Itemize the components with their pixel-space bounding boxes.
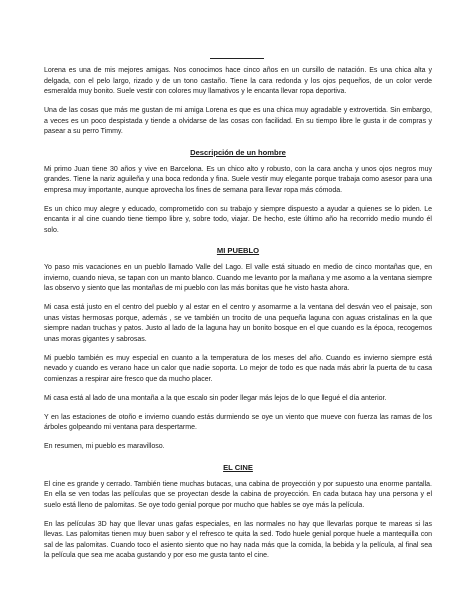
section-heading-pueblo-text: MI PUEBLO — [216, 246, 260, 255]
man-paragraph-2: Es un chico muy alegre y educado, comprometido con su trabajo y siempre dispuesto a ayudar a quienes se lo piden. Le encanta ir al cine cuando tiene tiempo libre y, sobre todo, viajar. De hecho, este último año ha recorrido medio mundo él solo. — [44, 205, 432, 234]
cine-paragraph-2: En las películas 3D hay que llevar unas gafas especiales, en las normales no hay que llevarlas porque te mareas si las llevas. Las palomitas tienen muy buen sabor y el refresco te quita la sed. Todo huele genial porque huele a mantequilla con sal de las palomitas. Cuando toco el asiento siento que no hay nada más que la comida, la bebida y la película, al final sea la película que sea me acaba gustando y por eso me gusta tanto el cine. — [44, 520, 432, 559]
section-heading-cine-text: EL CINE — [223, 462, 253, 472]
cine-paragraph-1: El cine es grande y cerrado. También tiene muchas butacas, una cabina de proyección y por supuesto una enorme pantalla. En ella se ven todas las películas que se proyectan desde la cabina de proyección. En cada butaca hay una persona y el suelo está lleno de palomitas. Se oye todo genial porque por mucho que hables se oye más la película. — [44, 480, 432, 509]
intro-paragraph-2: Una de las cosas que más me gustan de mi amiga Lorena es que es una chica muy agradable y extrovertida. Sin embargo, a veces es un poco despistada y tiende a olvidarse de las cosas con facilidad. En su tiempo libre le gusta ir de compras y pasear a su perro Timmy. — [44, 107, 432, 135]
pueblo-paragraph-2: Mi casa está justo en el centro del pueblo y al estar en el centro y asomarme a la ventana del desván veo el paisaje, son unas vistas hermosas porque, además , se ve también un trocito de una pequeña laguna con aguas cristalinas en la que siempre nadan truchas y patos. Justo al lado de la laguna hay un bonito bosque en el que cuando es la época, recogemos unas moras gigantes y sabrosas. — [44, 304, 432, 343]
header-divider — [210, 58, 264, 59]
pueblo-paragraph-6: En resumen, mi pueblo es maravilloso. — [44, 443, 165, 450]
man-paragraph-1: Mi primo Juan tiene 30 años y vive en Barcelona. Es un chico alto y robusto, con la cara ancha y unos ojos negros muy grandes. Tiene la nariz aguileña y una boca redonda y fina. Suele vestir muy elegante porque trabaja como asesor para una empresa muy importante, aunque aprovecha los fines de semana para llevar ropa más cómoda. — [44, 165, 432, 194]
section-heading-man — [44, 147, 432, 158]
pueblo-paragraph-4: Mi casa está al lado de una montaña a la que escalo sin poder llegar más lejos de lo que llegué el día anterior. — [44, 394, 387, 402]
section-heading-cine — [44, 462, 432, 473]
pueblo-paragraph-1: Yo paso mis vacaciones en un pueblo llamado Valle del Lago. El valle está situado en medio de cinco montañas que, en invierno, cuando nieva, se tapan con un manto blanco. Cuando me levanto por la mañana y me asomo a la ventana siempre las observo y siento que las montañas de mi pueblo con las más bonitas que he visto hasta ahora. — [44, 264, 432, 292]
intro-paragraph-1: Lorena es una de mis mejores amigas. Nos conocimos hace cinco años en un cursillo de natación. Es una chica alta y delgada, con el pelo largo, rizado y de un tono castaño. Tiene la cara redonda y los ojos pequeños, de un color verde esmeralda muy bonito. Suele vestir con colores muy llamativos y le encanta llevar ropa deportiva. — [44, 67, 432, 95]
section-heading-pueblo — [44, 245, 432, 256]
pueblo-paragraph-3: Mi pueblo también es muy especial en cuanto a la temperatura de los meses del año. Cuando es invierno siempre está nevado y cuando es verano hace un calor que nadie soporta. Lo mejor de todo es que nada más abrir la puerta de tu casa comienzas a respirar aire fresco que da mucho placer. — [44, 354, 432, 383]
document-body — [44, 66, 432, 570]
section-heading-man-text: Descripción de un hombre — [190, 147, 286, 157]
pueblo-paragraph-5: Y en las estaciones de otoño e invierno cuando estás durmiendo se oye un viento que mueve con fuerza las ramas de los árboles golpeando mi ventana para despertarme. — [44, 413, 432, 431]
